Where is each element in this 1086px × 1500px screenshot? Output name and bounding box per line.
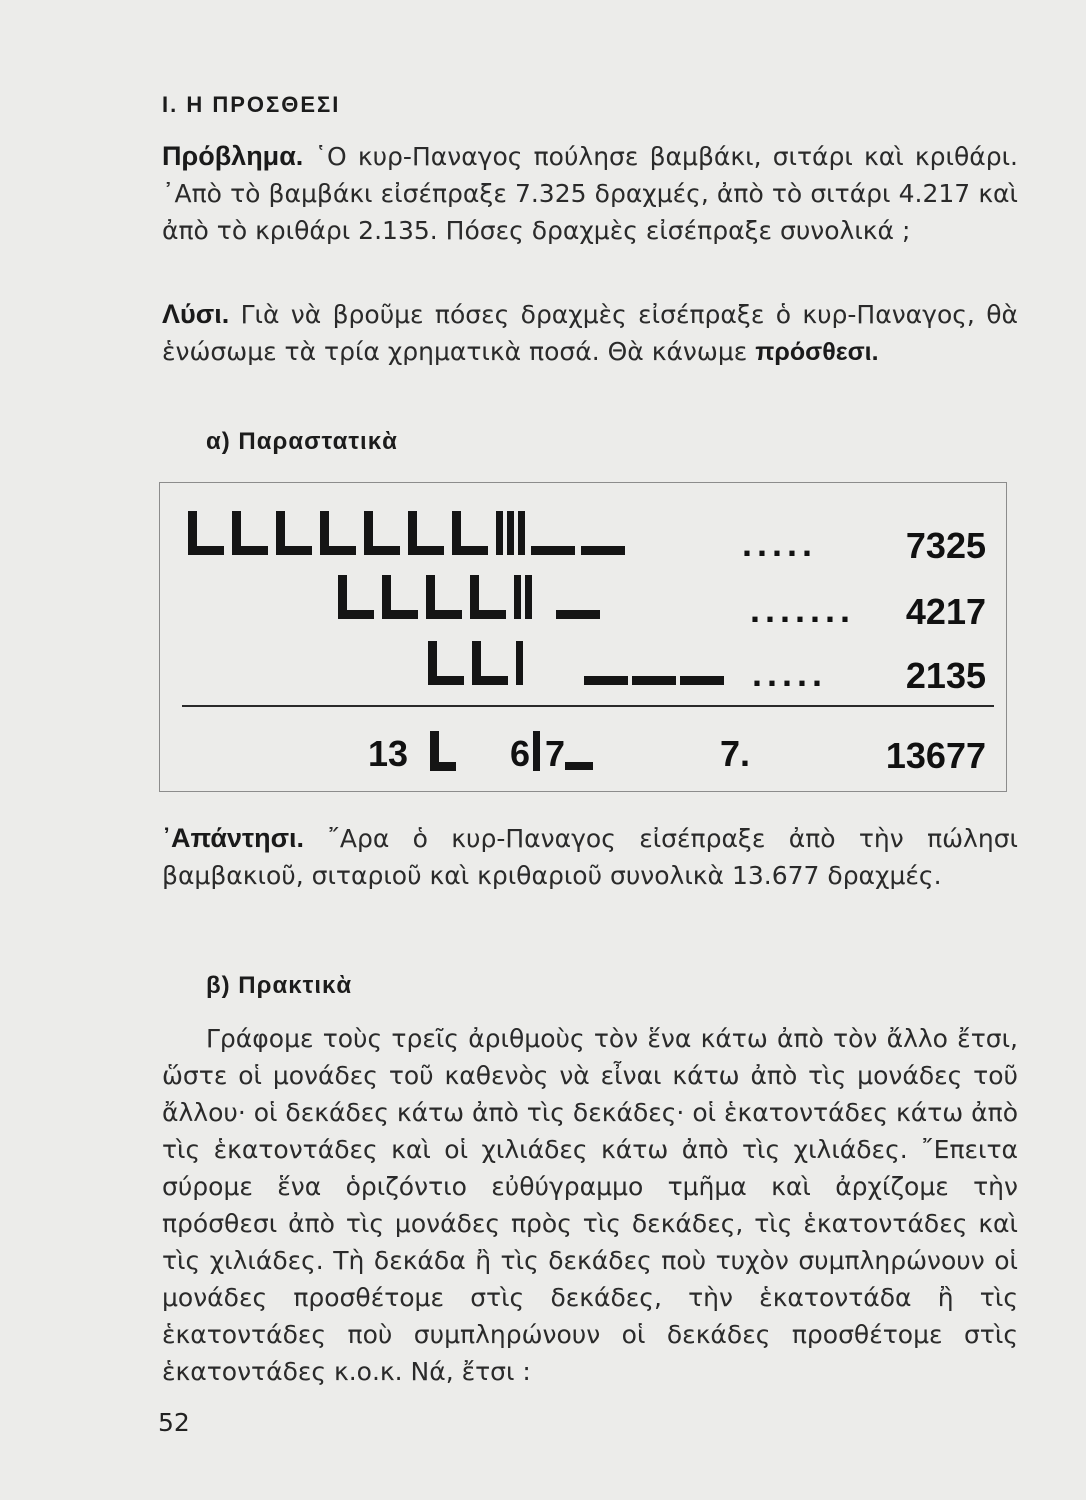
total-hundreds: 6 xyxy=(510,733,531,774)
addition-figure xyxy=(159,482,1007,792)
answer-label: ᾿Απάντησι. xyxy=(162,823,305,853)
problem-text: ῾Ο κυρ-Παναγος πούλησε βαμβάκι, σιτάρι καὶ κριθάρι. ᾿Απὸ τὸ βαμβάκι εἰσέπραξε 7.325 δραχμές, ἀπὸ τὸ σιτάρι 4.217 καὶ ἀπὸ τὸ κριθάρι 2.135. Πόσες δραχμὲς εἰσέπραξε συνολικά ; xyxy=(162,142,1018,245)
total-thousands: 13 xyxy=(368,733,409,774)
section-title: Ι. Η ΠΡΟΣΘΕΣΙ xyxy=(162,92,341,117)
row-2-value: 4217 xyxy=(905,591,986,632)
figure-symbols xyxy=(160,483,1008,793)
page-number: 52 xyxy=(158,1408,190,1437)
row-2-symbols xyxy=(338,575,600,619)
solution-emphasis: πρόσθεσι. xyxy=(755,338,879,366)
row-1-value: 7325 xyxy=(905,525,986,566)
row-1-symbols xyxy=(188,511,625,555)
row-2-dots: ....... xyxy=(750,589,856,630)
answer-paragraph xyxy=(162,820,1018,894)
row-3-dots: ..... xyxy=(752,653,828,694)
total-tens: 7 xyxy=(545,733,566,774)
total-units: 7. xyxy=(720,733,751,774)
subheading-representational: α) Παραστατικὰ xyxy=(206,428,398,455)
total-value: 13677 xyxy=(885,735,986,776)
problem-paragraph xyxy=(162,138,1018,249)
sum-line xyxy=(182,705,994,707)
solution-label: Λύσι. xyxy=(162,299,230,329)
solution-text: Γιὰ νὰ βροῦμε πόσες δραχμὲς εἰσέπραξε ὁ κυρ-Παναγος, θὰ ἑνώσωμε τὰ τρία χρηματικὰ ποσά. Θὰ κάνωμε xyxy=(162,300,1018,366)
answer-text: ῎Αρα ὁ κυρ-Παναγος εἰσέπραξε ἀπὸ τὴν πώλησι βαμβακιοῦ, σιταριοῦ καὶ κριθαριοῦ συνολικὰ 13.677 δραχμές. xyxy=(162,824,1018,890)
row-3-value: 2135 xyxy=(905,655,986,696)
subheading-practical: β) Πρακτικὰ xyxy=(206,972,353,999)
row-3-symbols xyxy=(428,641,724,685)
practical-paragraph: Γράφομε τοὺς τρεῖς ἀριθμοὺς τὸν ἕνα κάτω ἀπὸ τὸν ἄλλο ἔτσι, ὥστε οἱ μονάδες τοῦ καθενὸς νὰ εἶναι κάτω ἀπὸ τὶς μονάδες τοῦ ἄλλου· οἱ δεκάδες κάτω ἀπὸ τὶς δεκάδες· οἱ ἑκατοντάδες κάτω ἀπὸ τὶς ἑκατοντάδες καὶ οἱ χιλιάδες κάτω ἀπὸ τὶς χιλιάδες. ῎Επειτα σύρομε ἕνα ὁριζόντιο εὐθύγραμμο τμῆμα καὶ ἀρχίζομε τὴν πρόσθεσι ἀπὸ τὶς μονάδες πρὸς τὶς δεκάδες, τὶς ἑκατοντάδες καὶ τὶς χιλιάδες. Τὴ δεκάδα ἢ τὶς δεκάδες ποὺ τυχὸν συμπληρώνουν οἱ μονάδες προσθέτομε στὶς δεκάδες, τὴν ἑκατοντάδα ἢ τὶς ἑκατοντάδες ποὺ συμπληρώνουν οἱ δεκάδες προσθέτομε στὶς ἑκατοντάδες κ.ο.κ. Νά, ἔτσι : xyxy=(162,1024,1018,1386)
solution-paragraph xyxy=(162,296,1018,371)
problem-label: Πρόβλημα. xyxy=(162,141,304,171)
row-1-dots: ..... xyxy=(742,523,818,564)
